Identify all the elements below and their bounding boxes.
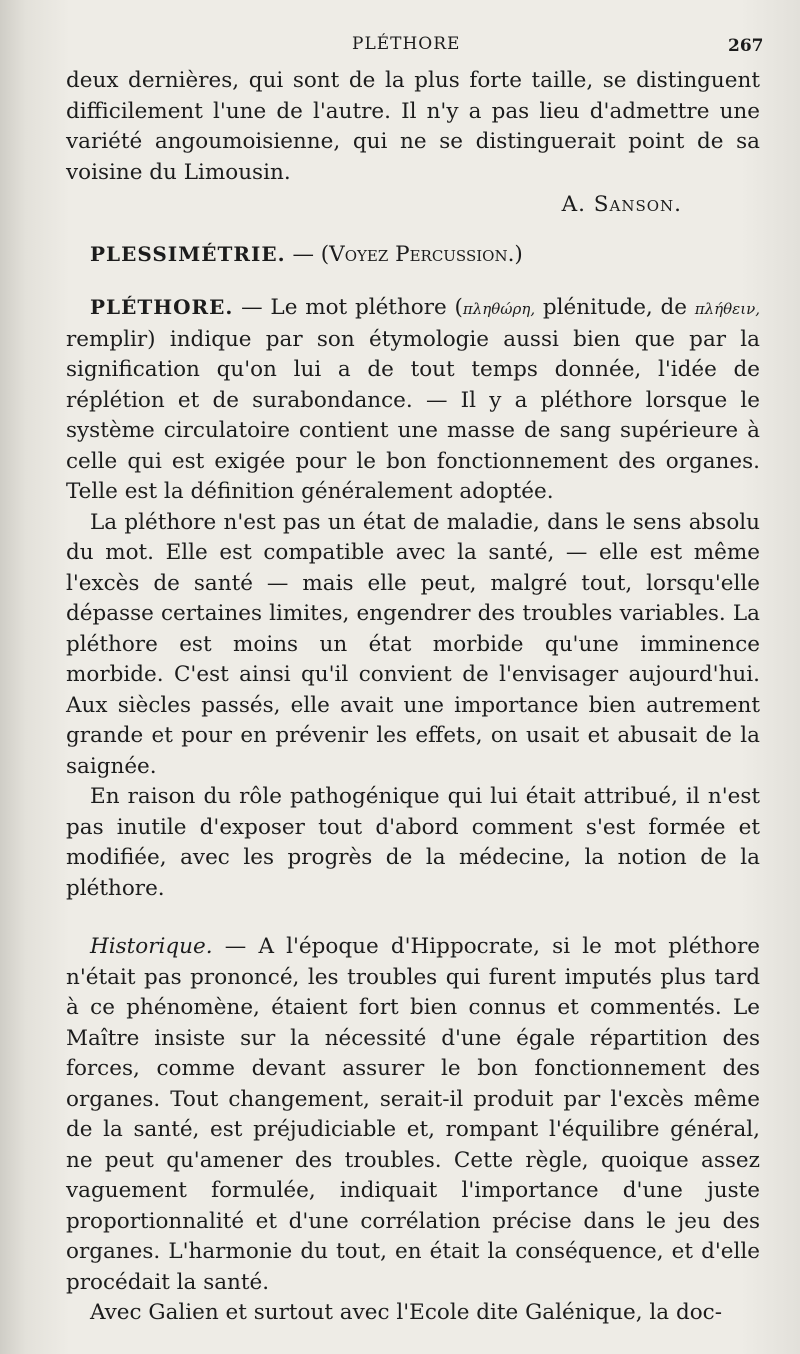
greek-word-plethore: πληθώρη, [462,300,536,318]
cross-reference-entry [66,239,760,271]
page-number: 267 [728,36,764,56]
cross-reference-headword: PLESSIMÉTRIE. [90,241,286,266]
spacer [66,270,760,292]
spacer [66,221,760,239]
spacer [66,904,760,932]
greek-word-plethein: πλήθειν, [694,300,760,318]
historique-text: — A l'époque d'Hippocrate, si le mot pléthore n'était pas prononcé, les troubles qui furent imputés plus tard à ce phénomène, étaient fort bien connus et commentés. Le Maître insiste sur la nécessité d'une égale répartition des forces, comme devant assurer le bon fonctionnement des organes. Tout changement, serait-il produit par l'excès même de la santé, est préjudiciable et, rompant l'équilibre général, ne peut qu'amener des troubles. Cette règle, quoique assez vaguement formulée, indiquait l'importance d'une juste proportionnalité et d'une corrélation précise dans le jeu des organes. L'harmonie du tout, en était la conséquence, et d'elle procédait la santé. [66,934,760,1295]
running-title: PLÉTHORE [352,34,461,54]
cross-reference-text: — (Voyez Percussion.) [292,241,523,267]
paragraph-pathology: La pléthore n'est pas un état de maladie, dans le sens absolu du mot. Elle est compatible avec la santé, — elle est même l'excès de santé — mais elle peut, malgré tout, lorsqu'elle dépasse certaines limites, engendrer des troubles variables. La pléthore est moins un état morbide qu'une imminence morbide. C'est ainsi qu'il convient de l'envisager aujourd'hui. Aux siècles passés, elle avait une importance bien autrement grande et pour en prévenir les effets, on usait et abusait de la saignée. [66,509,760,779]
author-signature: A. Sanson. [561,192,682,217]
paragraph-galien: Avec Galien et surtout avec l'Ecole dite Galénique, la doc- [90,1300,722,1325]
previous-article-paragraph: deux dernières, qui sont de la plus forte taille, se distinguent difficilement l'une de l'autre. Il n'y a pas lieu d'admettre une variété angoumoisienne, qui ne se distinguerait point de sa voisine du Limousin. [66,68,760,185]
article-headword: PLÉTHORE. [90,295,234,319]
running-head [0,30,800,60]
body-text [66,66,760,1329]
intro-text-2: plénitude, de [535,295,695,320]
paragraph-role: En raison du rôle pathogénique qui lui était attribué, il n'est pas inutile d'exposer tout d'abord comment s'est formée et modifiée, avec les progrès de la médecine, la notion de la pléthore. [66,784,760,901]
intro-text-1: — Le mot pléthore ( [241,295,463,320]
intro-text-3: remplir) indique par son étymologie aussi bien que par la signification qu'on lui a de tout temps donnée, l'idée de réplétion et de surabondance. — Il y a pléthore lorsque le système circulatoire contient une masse de sang supérieure à celle qui est exigée pour le bon fonctionnement des organes. Telle est la définition généralement adoptée. [66,326,760,504]
article-intro-paragraph [66,292,760,508]
historique-label: Historique. [90,934,213,959]
paragraph-historique [66,932,760,1298]
